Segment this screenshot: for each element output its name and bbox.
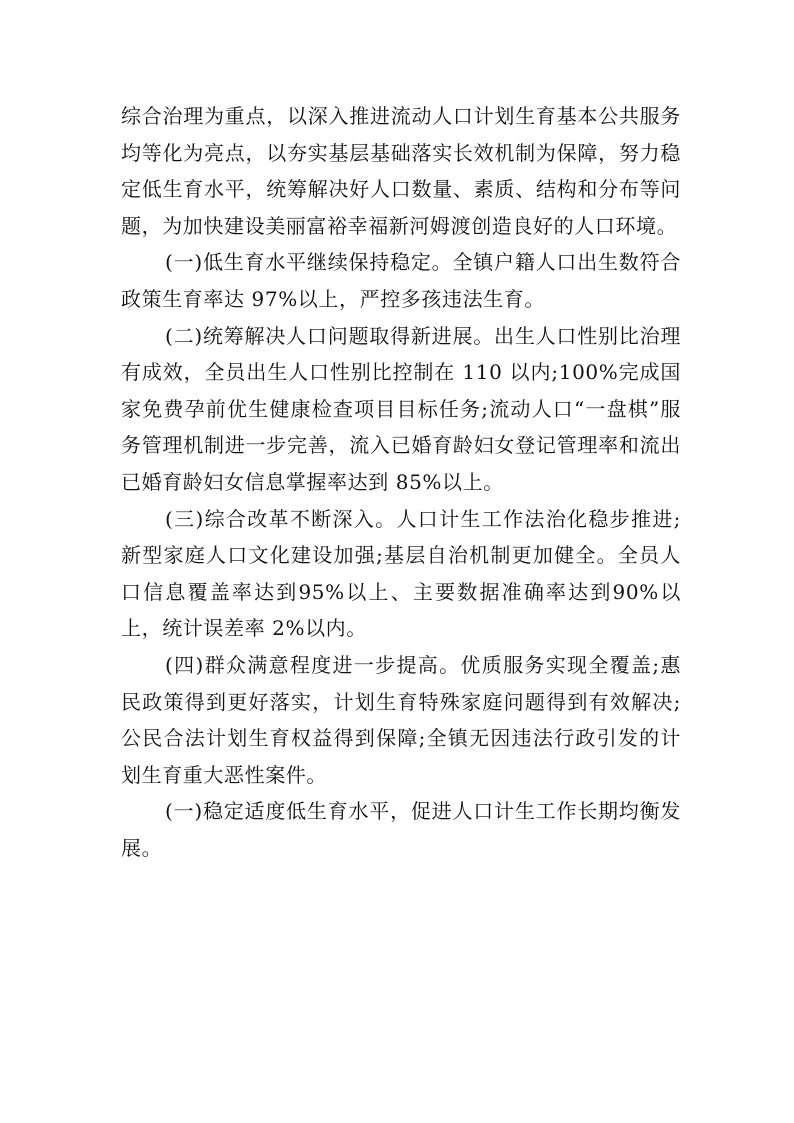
paragraph-target-3: (三)综合改革不断深入。人口计生工作法治化稳步推进;新型家庭人口文化建设加强;基层自治机制更加健全。全员人口信息覆盖率达到95%以上、主要数据准确率达到90%以上，统计误差率 2%以内。 <box>121 506 681 641</box>
paragraph-measure-1: (一)稳定适度低生育水平，促进人口计生工作长期均衡发展。 <box>121 799 681 860</box>
paragraph-target-1: (一)低生育水平继续保持稳定。全镇户籍人口出生数符合政策生育率达 97%以上，严控多孩违法生育。 <box>121 250 681 311</box>
paragraph-target-2: (二)统筹解决人口问题取得新进展。出生人口性别比治理有成效，全员出生人口性别比控制在 110 以内;100%完成国家免费孕前优生健康检查项目目标任务;流动人口“一盘棋”服务管理机制进一步完善，流入已婚育龄妇女登记管理率和流出已婚育龄妇女信息掌握率达到 85%以上。 <box>121 323 681 494</box>
document-body <box>121 98 681 866</box>
paragraph-target-4: (四)群众满意程度进一步提高。优质服务实现全覆盖;惠民政策得到更好落实，计划生育特殊家庭问题得到有效解决;公民合法计划生育权益得到保障;全镇无因违法行政引发的计划生育重大恶性案件。 <box>121 652 681 787</box>
paragraph-continuation: 综合治理为重点，以深入推进流动人口计划生育基本公共服务均等化为亮点，以夯实基层基础落实长效机制为保障，努力稳定低生育水平，统筹解决好人口数量、素质、结构和分布等问题，为加快建设美丽富裕幸福新河姆渡创造良好的人口环境。 <box>121 104 681 238</box>
